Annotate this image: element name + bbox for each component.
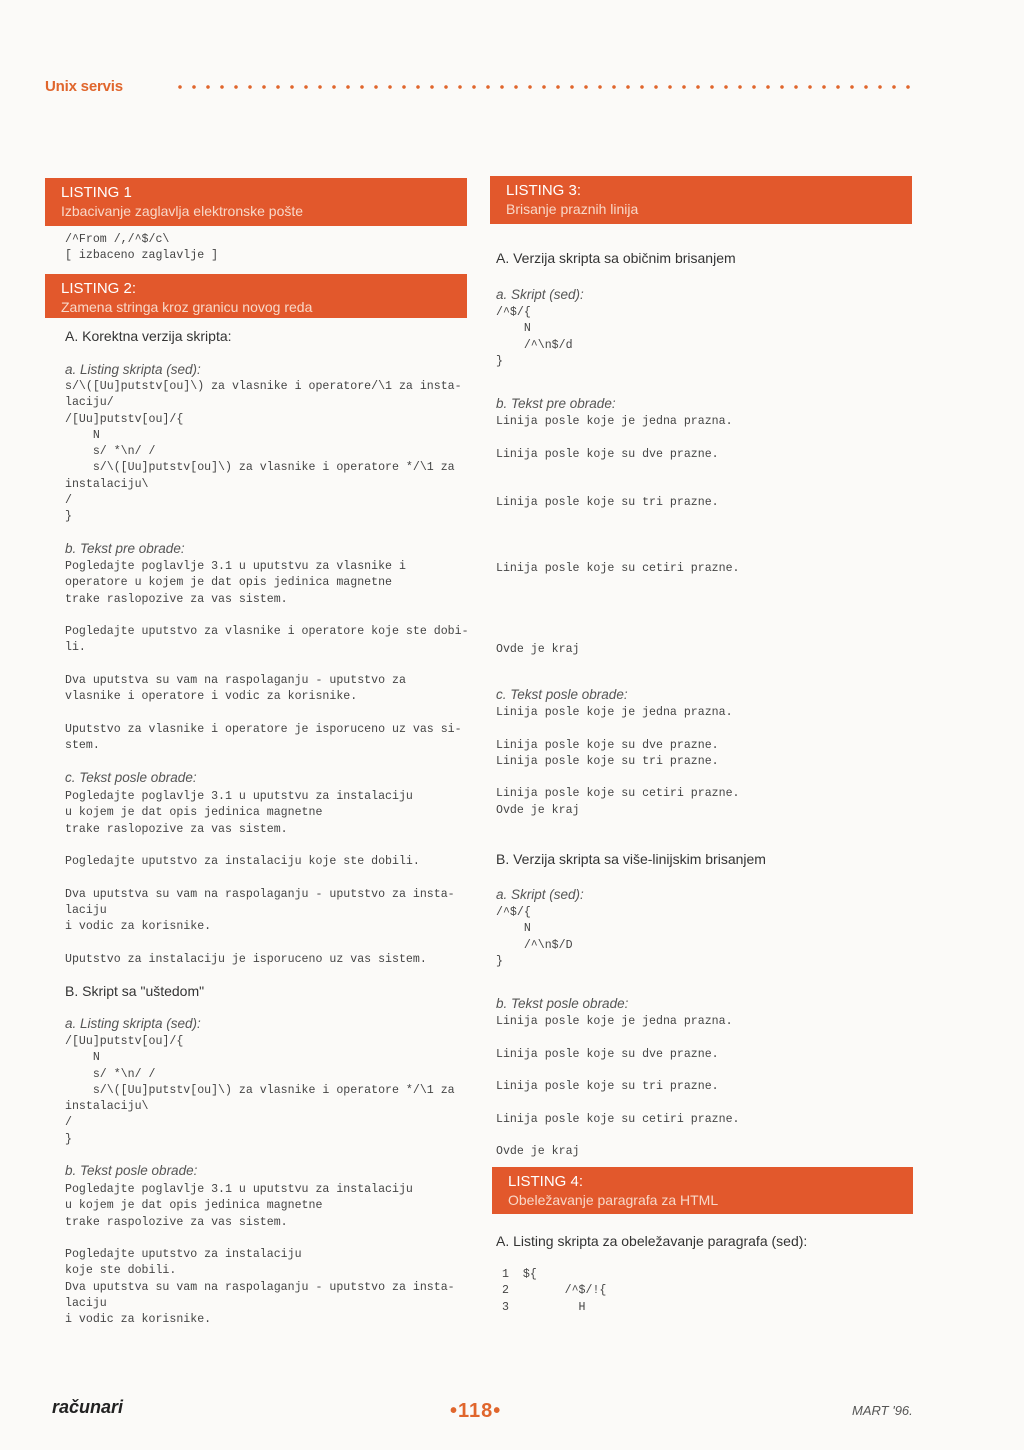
listing2-banner [45,274,467,318]
listing2-b-code: Pogledajte poglavlje 3.1 u uputstvu za vlasnike i operatore u kojem je dat opis jedinica magnetne trake raslopozive za vas sistem. Pogledajte uputstvo za vlasnike i operatore koje ste dobi- li. Dva uputstva su vam na raspolaganju - uputstvo za vlasnike i operatore i vodic za korisnike. Uputstvo za vlasnike i operatore je isporuceno uz vas si- stem. [65,560,469,753]
listing2-a-label: a. Listing skripta (sed): [65,362,201,377]
magazine-name: računari [52,1397,124,1417]
listing1-subtitle: Izbacivanje zaglavlja elektronske pošte [61,203,304,219]
listing3-b-code: Linija posle koje je jedna prazna. Linija posle koje su dve prazne. Linija posle koje su tri prazne. Linija posle koje su cetiri prazne. Ovde je kraj [496,415,740,657]
listing4-title: LISTING 4: [508,1173,584,1190]
header-dot-rule [173,85,915,89]
listing2-b-label: b. Tekst pre obrade: [65,541,185,556]
listing3-Bb-code: Linija posle koje je jedna prazna. Linija posle koje su dve prazne. Linija posle koje su tri prazne. Linija posle koje su cetiri prazne. Ovde je kraj [496,1015,740,1159]
running-header [45,78,915,98]
listing3-c-label: c. Tekst posle obrade: [496,687,628,702]
listing4-code: 1 ${ 2 /^$/!{ 3 H [502,1268,607,1314]
listing3-B-heading: B. Verzija skripta sa više-linijskim brisanjem [496,851,766,867]
listing3-title: LISTING 3: [506,182,582,199]
listing2-B-heading: B. Skript sa "uštedom" [65,983,205,999]
listing3-Bb-label: b. Tekst posle obrade: [496,996,629,1011]
listing2-c-label: c. Tekst posle obrade: [65,770,197,785]
listing3-Ba-code: /^$/{ N /^\n$/D } [496,906,573,968]
listing2-subtitle: Zamena stringa kroz granicu novog reda [61,299,313,315]
listing2-Ba-code: /[Uu]putstv[ou]/{ N s/ *\n/ / s/\([Uu]putstv[ou]\) za vlasnike i operatore */\1 za instalaciju\ / } [65,1035,455,1146]
listing2-a-code: s/\([Uu]putstv[ou]\) za vlasnike i operatore/\1 za insta- laciju/ /[Uu]putstv[ou]/{ N s/ *\n/ / s/\([Uu]putstv[ou]\) za vlasnike i operatore */\1 za instalaciju\ / } [65,380,462,524]
listing2-Ba-label: a. Listing skripta (sed): [65,1016,201,1031]
listing3-Ba-label: a. Skript (sed): [496,887,584,902]
listing1-code: /^From /,/^$/c\ [ izbaceno zaglavlje ] [65,233,219,263]
listing2-Bb-label: b. Tekst posle obrade: [65,1163,198,1178]
listing2-Bb-code: Pogledajte poglavlje 3.1 u uputstvu za instalaciju u kojem je dat opis jedinica magnetne trake raspolozive za vas sistem. Pogledajte uputstvo za instalaciju koje ste dobili. Dva uputstva su vam na raspolaganju - uputstvo za insta- laciju i vodic za korisnike. [65,1183,455,1327]
listing3-A-heading: A. Verzija skripta sa običnim brisanjem [496,250,736,266]
listing4-banner [492,1167,913,1214]
listing3-banner [490,176,912,224]
listing3-a-label: a. Skript (sed): [496,287,584,302]
listing2-c-code: Pogledajte poglavlje 3.1 u uputstvu za instalaciju u kojem je dat opis jedinica magnetne trake raslopozive za vas sistem. Pogledajte uputstvo za instalaciju koje ste dobili. Dva uputstva su vam na raspolaganju - uputstvo za insta- laciju i vodic za korisnike. Uputstvo za instalaciju je isporuceno uz vas sistem. [65,790,455,966]
listing4-A-heading: A. Listing skripta za obeležavanje paragrafa (sed): [496,1233,808,1249]
issue-date: MART '96. [852,1403,913,1418]
listing3-a-code: /^$/{ N /^\n$/d } [496,306,573,368]
listing4-subtitle: Obeležavanje paragrafa za HTML [508,1192,719,1208]
section-title: Unix servis [45,78,123,95]
listing1-title: LISTING 1 [61,184,132,201]
listing2-title: LISTING 2: [61,280,137,297]
page-number: •118• [450,1400,502,1422]
listing1-banner [45,178,467,226]
listing3-c-code: Linija posle koje je jedna prazna. Linija posle koje su dve prazne. Linija posle koje su tri prazne. Linija posle koje su cetiri prazne. Ovde je kraj [496,706,740,817]
listing3-subtitle: Brisanje praznih linija [506,201,639,217]
listing3-b-label: b. Tekst pre obrade: [496,396,616,411]
listing2-A-heading: A. Korektna verzija skripta: [65,328,232,344]
